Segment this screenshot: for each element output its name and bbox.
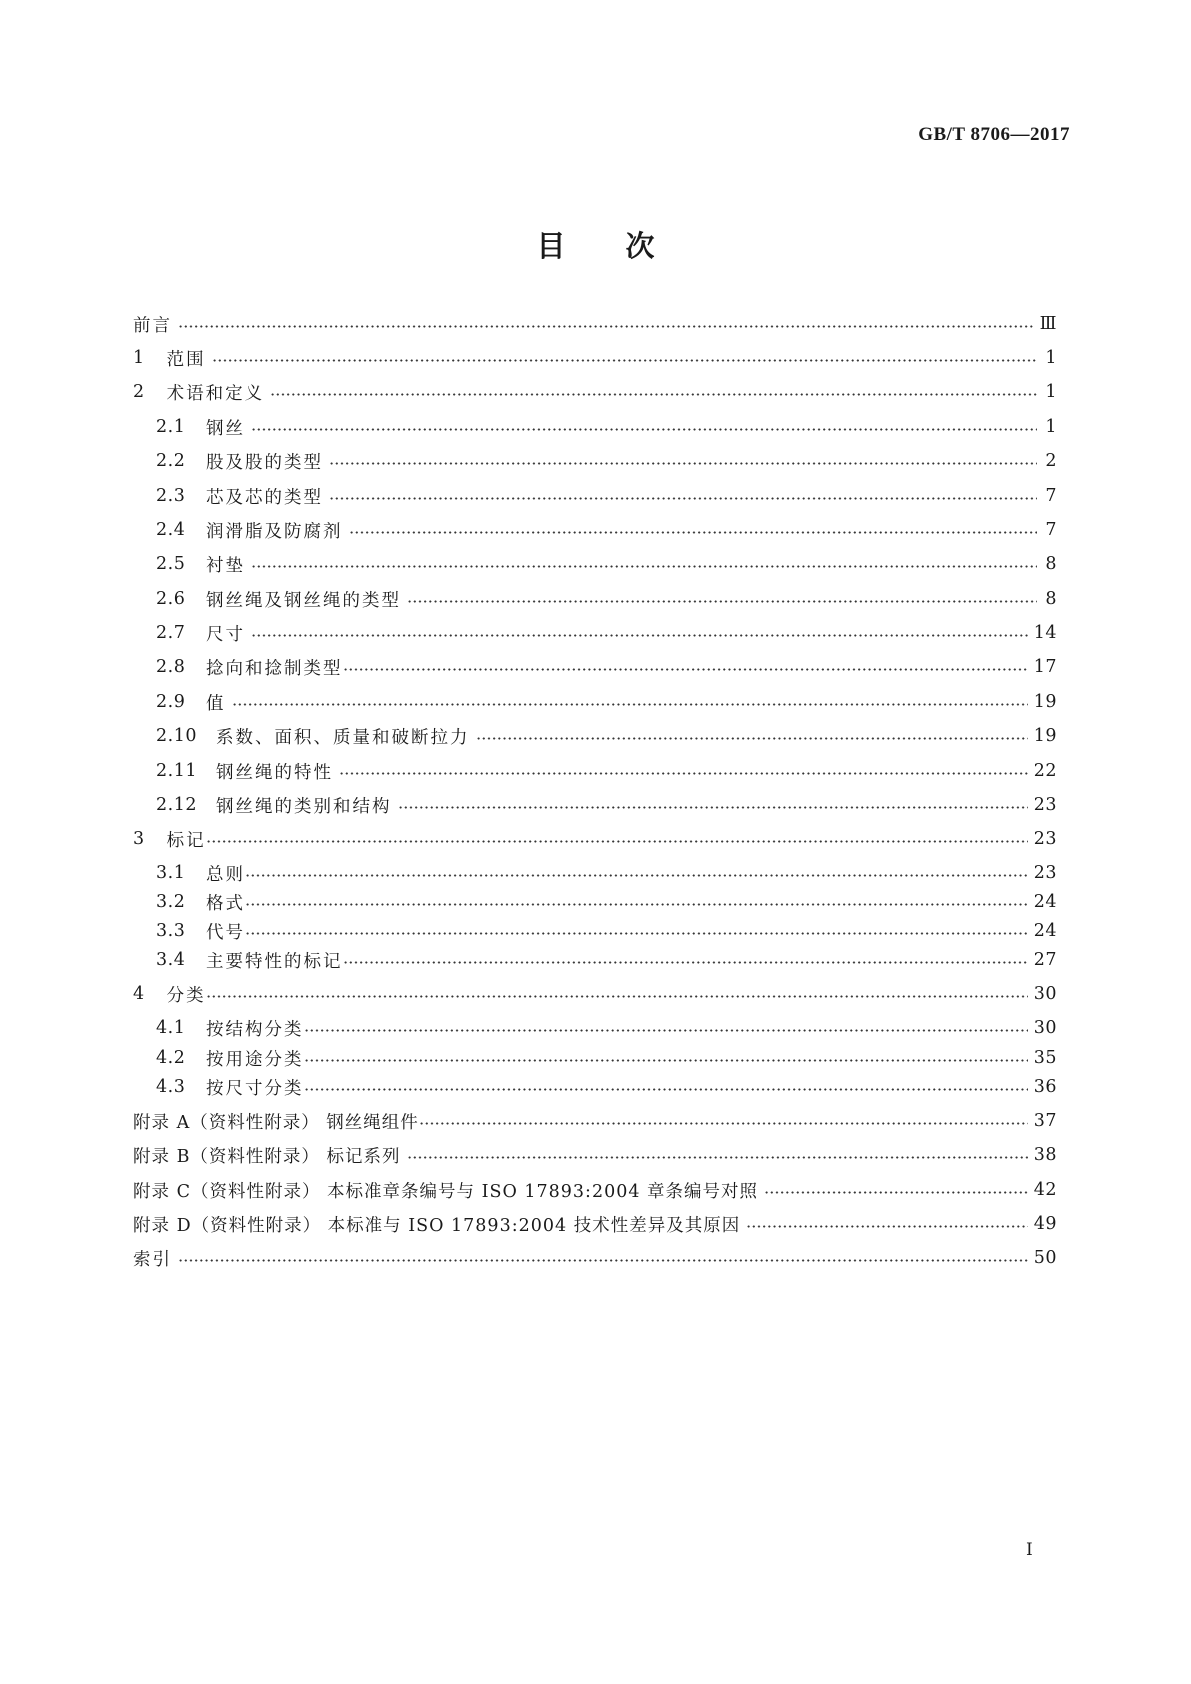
toc-label: 术语和定义 bbox=[166, 383, 265, 404]
toc-page: 38 bbox=[1033, 1145, 1057, 1165]
dot-leader bbox=[304, 1029, 1028, 1032]
toc-page: 30 bbox=[1033, 984, 1057, 1004]
toc-label: 总则 bbox=[206, 864, 245, 885]
toc-label: 代号 bbox=[206, 922, 245, 943]
toc-label: 钢丝绳及钢丝绳的类型 bbox=[206, 590, 401, 611]
dot-leader bbox=[764, 1191, 1028, 1194]
toc-entry[interactable] bbox=[133, 1178, 1057, 1202]
toc-label: 润滑脂及防腐剂 bbox=[206, 521, 343, 542]
toc-number: 2.5 bbox=[156, 554, 186, 574]
toc-entry[interactable] bbox=[133, 919, 1057, 943]
title-char-1: 目 bbox=[536, 229, 566, 263]
toc-label: 标记 bbox=[166, 830, 206, 851]
toc-entry[interactable] bbox=[133, 861, 1057, 885]
toc-page: 19 bbox=[1033, 692, 1057, 712]
toc-page: 42 bbox=[1033, 1180, 1057, 1200]
toc-number: 3.4 bbox=[156, 950, 186, 970]
toc-page: 37 bbox=[1033, 1111, 1057, 1131]
toc-number: 4.2 bbox=[156, 1048, 186, 1068]
toc-page: 7 bbox=[1045, 486, 1057, 506]
toc-entry[interactable] bbox=[133, 587, 1057, 611]
toc-page: 35 bbox=[1033, 1048, 1057, 1068]
dot-leader bbox=[329, 462, 1037, 465]
toc-label: 钢丝 bbox=[206, 418, 245, 439]
toc-label: 附录 B（资料性附录） 标记系列 bbox=[133, 1146, 401, 1167]
toc-number: 2.8 bbox=[156, 657, 186, 677]
toc-number: 2.9 bbox=[156, 692, 186, 712]
dot-leader bbox=[407, 1156, 1028, 1159]
dot-leader bbox=[251, 565, 1037, 568]
toc-number: 2.3 bbox=[156, 486, 186, 506]
toc-entry[interactable] bbox=[133, 1046, 1057, 1070]
toc-entry[interactable] bbox=[133, 621, 1057, 645]
dot-leader bbox=[476, 737, 1028, 740]
toc-page: 24 bbox=[1033, 892, 1057, 912]
dot-leader bbox=[329, 497, 1037, 500]
toc-page: 24 bbox=[1033, 921, 1057, 941]
toc-page: 22 bbox=[1033, 761, 1057, 781]
toc-entry[interactable] bbox=[133, 552, 1057, 576]
dot-leader bbox=[232, 703, 1028, 706]
toc-entry[interactable] bbox=[133, 415, 1057, 439]
toc-page: 14 bbox=[1033, 623, 1057, 643]
toc-entry[interactable] bbox=[133, 1246, 1057, 1270]
dot-leader bbox=[304, 1088, 1028, 1091]
toc-number: 2.2 bbox=[156, 451, 186, 471]
toc-label: 按结构分类 bbox=[206, 1019, 304, 1040]
toc-label: 系数、面积、质量和破断拉力 bbox=[216, 727, 470, 748]
toc-page: 30 bbox=[1033, 1018, 1057, 1038]
toc-number: 2.12 bbox=[156, 795, 197, 815]
toc-entry[interactable] bbox=[133, 346, 1057, 370]
toc-entry[interactable] bbox=[133, 759, 1057, 783]
dot-leader bbox=[212, 359, 1037, 362]
toc-entry[interactable] bbox=[133, 1143, 1057, 1167]
toc-entry[interactable] bbox=[133, 982, 1057, 1006]
toc-number: 1 bbox=[133, 348, 145, 368]
dot-leader bbox=[251, 634, 1028, 637]
toc-entry[interactable] bbox=[133, 380, 1057, 404]
toc-page: 19 bbox=[1033, 726, 1057, 746]
toc-number: 3.3 bbox=[156, 921, 186, 941]
toc-number: 4 bbox=[133, 984, 145, 1004]
toc-label: 值 bbox=[206, 693, 226, 714]
toc-number: 4.1 bbox=[156, 1018, 186, 1038]
dot-leader bbox=[343, 668, 1028, 671]
toc-page: 17 bbox=[1033, 657, 1057, 677]
toc-number: 3.1 bbox=[156, 863, 186, 883]
dot-leader bbox=[407, 600, 1037, 603]
toc-number: 4.3 bbox=[156, 1077, 186, 1097]
toc-label: 索引 bbox=[133, 1249, 172, 1270]
toc-number: 2.10 bbox=[156, 726, 197, 746]
dot-leader bbox=[251, 428, 1037, 431]
toc-page: 1 bbox=[1045, 417, 1057, 437]
toc-number: 2.6 bbox=[156, 589, 186, 609]
dot-leader bbox=[245, 932, 1028, 935]
toc-label: 芯及芯的类型 bbox=[206, 487, 323, 508]
toc-label: 钢丝绳的类别和结构 bbox=[216, 796, 392, 817]
toc-number: 2.4 bbox=[156, 520, 186, 540]
toc-entry[interactable] bbox=[133, 1109, 1057, 1133]
toc-number: 2.11 bbox=[156, 761, 197, 781]
toc-label: 附录 D（资料性附录） 本标准与 ISO 17893:2004 技术性差异及其原因 bbox=[133, 1215, 741, 1236]
toc-number: 3.2 bbox=[156, 892, 186, 912]
toc-page: Ⅲ bbox=[1039, 314, 1057, 334]
toc-label: 捻向和捻制类型 bbox=[206, 658, 343, 679]
page-number: I bbox=[1026, 1540, 1033, 1560]
toc-label: 股及股的类型 bbox=[206, 452, 323, 473]
dot-leader bbox=[270, 393, 1037, 396]
dot-leader bbox=[245, 874, 1028, 877]
toc-label: 格式 bbox=[206, 893, 245, 914]
toc-entry[interactable] bbox=[133, 484, 1057, 508]
toc-entry[interactable] bbox=[133, 948, 1057, 972]
dot-leader bbox=[304, 1059, 1028, 1062]
dot-leader bbox=[419, 1122, 1028, 1125]
toc-label: 附录 A（资料性附录） 钢丝绳组件 bbox=[133, 1112, 419, 1133]
toc-page: 8 bbox=[1045, 554, 1057, 574]
dot-leader bbox=[343, 961, 1028, 964]
toc-page: 23 bbox=[1033, 795, 1057, 815]
toc-entry[interactable] bbox=[133, 1212, 1057, 1236]
dot-leader bbox=[349, 531, 1038, 534]
dot-leader bbox=[245, 903, 1028, 906]
dot-leader bbox=[398, 806, 1028, 809]
toc-page: 36 bbox=[1033, 1077, 1057, 1097]
dot-leader bbox=[339, 772, 1028, 775]
standard-code: GB/T 8706—2017 bbox=[918, 124, 1070, 145]
toc-label: 钢丝绳的特性 bbox=[216, 762, 333, 783]
toc-label: 主要特性的标记 bbox=[206, 951, 343, 972]
toc-page: 1 bbox=[1045, 348, 1057, 368]
toc-entry[interactable] bbox=[133, 827, 1057, 851]
dot-leader bbox=[206, 995, 1028, 998]
toc-label: 按用途分类 bbox=[206, 1049, 304, 1070]
dot-leader bbox=[178, 1259, 1028, 1262]
toc-page: 49 bbox=[1033, 1214, 1057, 1234]
toc-entry[interactable] bbox=[133, 1075, 1057, 1099]
toc-page: 50 bbox=[1033, 1248, 1057, 1268]
toc-label: 衬垫 bbox=[206, 555, 245, 576]
toc-page: 2 bbox=[1045, 451, 1057, 471]
toc-label: 分类 bbox=[166, 985, 206, 1006]
dot-leader bbox=[746, 1225, 1028, 1228]
toc-label: 尺寸 bbox=[206, 624, 245, 645]
toc-entry[interactable] bbox=[133, 890, 1057, 914]
toc-number: 3 bbox=[133, 829, 145, 849]
toc-label: 范围 bbox=[166, 349, 206, 370]
toc-entry[interactable] bbox=[133, 655, 1057, 679]
toc-entry[interactable] bbox=[133, 793, 1057, 817]
toc-label: 附录 C（资料性附录） 本标准章条编号与 ISO 17893:2004 章条编号对照 bbox=[133, 1181, 759, 1202]
title-char-2: 次 bbox=[625, 229, 655, 263]
toc-page: 7 bbox=[1045, 520, 1057, 540]
toc-entry[interactable] bbox=[133, 518, 1057, 542]
toc-entry[interactable] bbox=[133, 312, 1057, 336]
toc-page: 27 bbox=[1033, 950, 1057, 970]
toc-page: 8 bbox=[1045, 589, 1057, 609]
dot-leader bbox=[206, 840, 1028, 843]
toc-entry[interactable] bbox=[133, 449, 1057, 473]
toc-number: 2.7 bbox=[156, 623, 186, 643]
toc-entry[interactable] bbox=[133, 1016, 1057, 1040]
toc-label: 前言 bbox=[133, 315, 172, 336]
toc-page: 23 bbox=[1033, 829, 1057, 849]
toc-page: 23 bbox=[1033, 863, 1057, 883]
toc-entry[interactable] bbox=[133, 724, 1057, 748]
toc-number: 2.1 bbox=[156, 417, 186, 437]
toc-page: 1 bbox=[1045, 382, 1057, 402]
toc-number: 2 bbox=[133, 382, 145, 402]
page-title bbox=[0, 224, 1191, 265]
dot-leader bbox=[178, 325, 1034, 328]
toc-label: 按尺寸分类 bbox=[206, 1078, 304, 1099]
toc-entry[interactable] bbox=[133, 690, 1057, 714]
